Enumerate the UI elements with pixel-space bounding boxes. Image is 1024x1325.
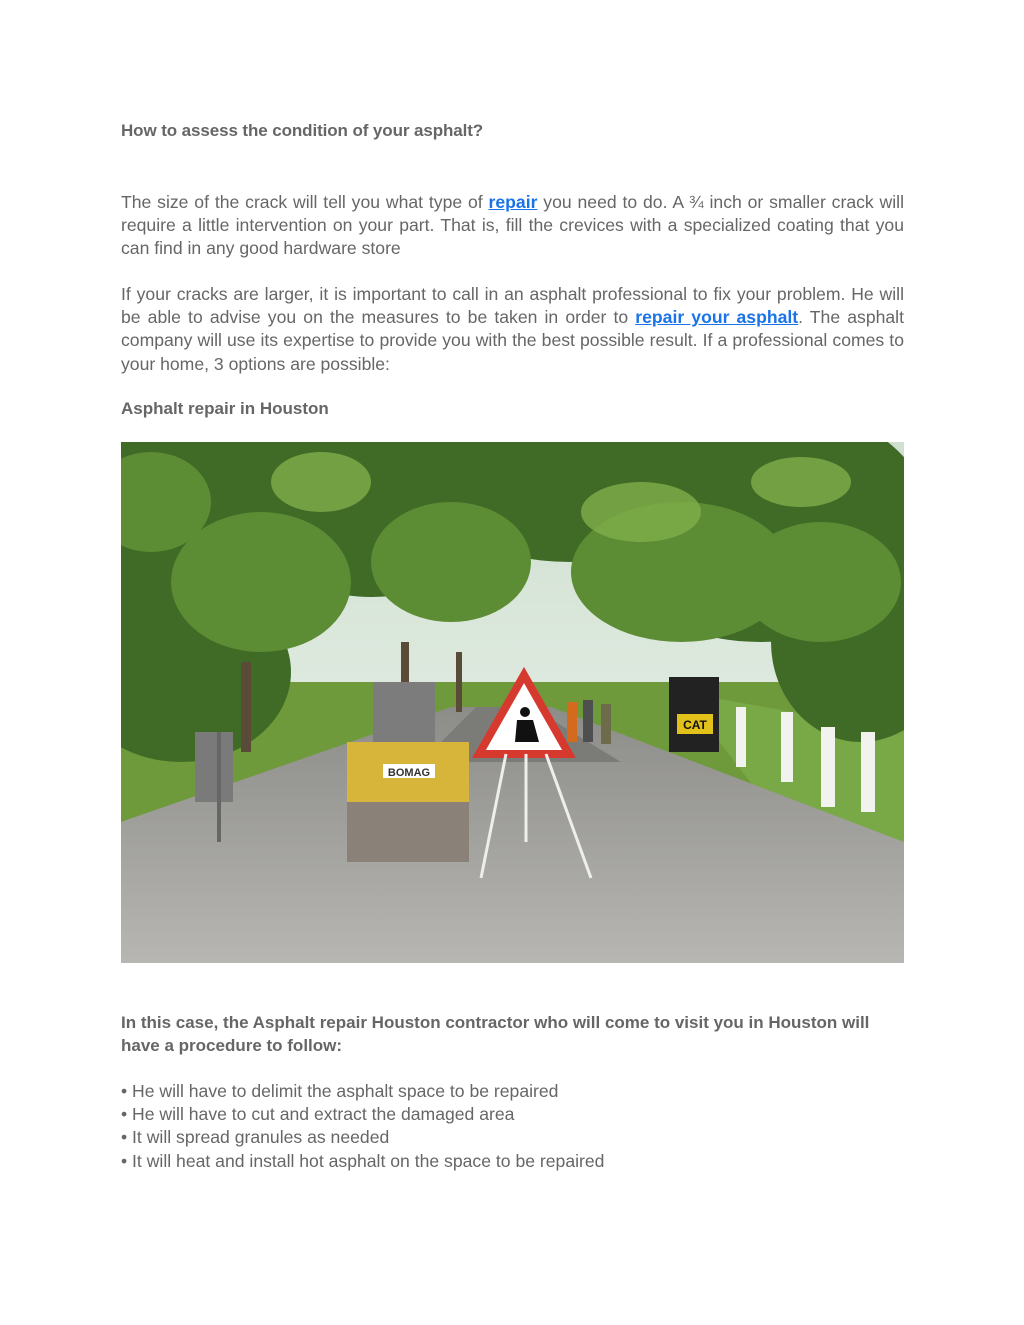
paragraph-crack-size	[121, 191, 904, 261]
procedure-steps	[121, 1080, 904, 1173]
loader-brand-label: CAT	[683, 718, 707, 732]
roller-brand-label: BOMAG	[387, 767, 431, 779]
list-item: • It will spread granules as needed	[121, 1127, 390, 1148]
paragraph-text: If your cracks are larger, it is important to call in an asphalt professional to fix your problem. He will be able to advise you on the measures to be taken in order to	[121, 284, 904, 328]
list-item: • It will heat and install hot asphalt on the space to be repaired	[121, 1150, 605, 1171]
section-heading-assess: How to assess the condition of your asphalt?	[121, 121, 484, 140]
repair-link[interactable]: repair	[488, 192, 538, 212]
section-heading-houston: Asphalt repair in Houston	[121, 399, 329, 418]
section-heading-procedure: In this case, the Asphalt repair Houston contractor who will come to visit you in Houston will have a procedure to follow:	[121, 1013, 870, 1056]
road-repair-photo	[121, 442, 904, 963]
paragraph-large-cracks	[121, 283, 904, 376]
paragraph-text: The size of the crack will tell you what type of	[121, 192, 489, 212]
repair-your-asphalt-link[interactable]: repair your asphalt	[635, 307, 799, 328]
list-item: • He will have to cut and extract the damaged area	[121, 1104, 515, 1125]
list-item: • He will have to delimit the asphalt space to be repaired	[121, 1081, 559, 1101]
paragraph-text: you need to do. A ¾ inch or smaller crack will require a little intervention on your part. That is, fill the crevices with a specialized coating that you can find in any good hardware store	[121, 192, 904, 259]
loader	[669, 677, 719, 752]
paragraph-text: . The asphalt company will use its expertise to provide you with the best possible result. If a professional comes to your home, 3 options are possible:	[121, 307, 904, 374]
